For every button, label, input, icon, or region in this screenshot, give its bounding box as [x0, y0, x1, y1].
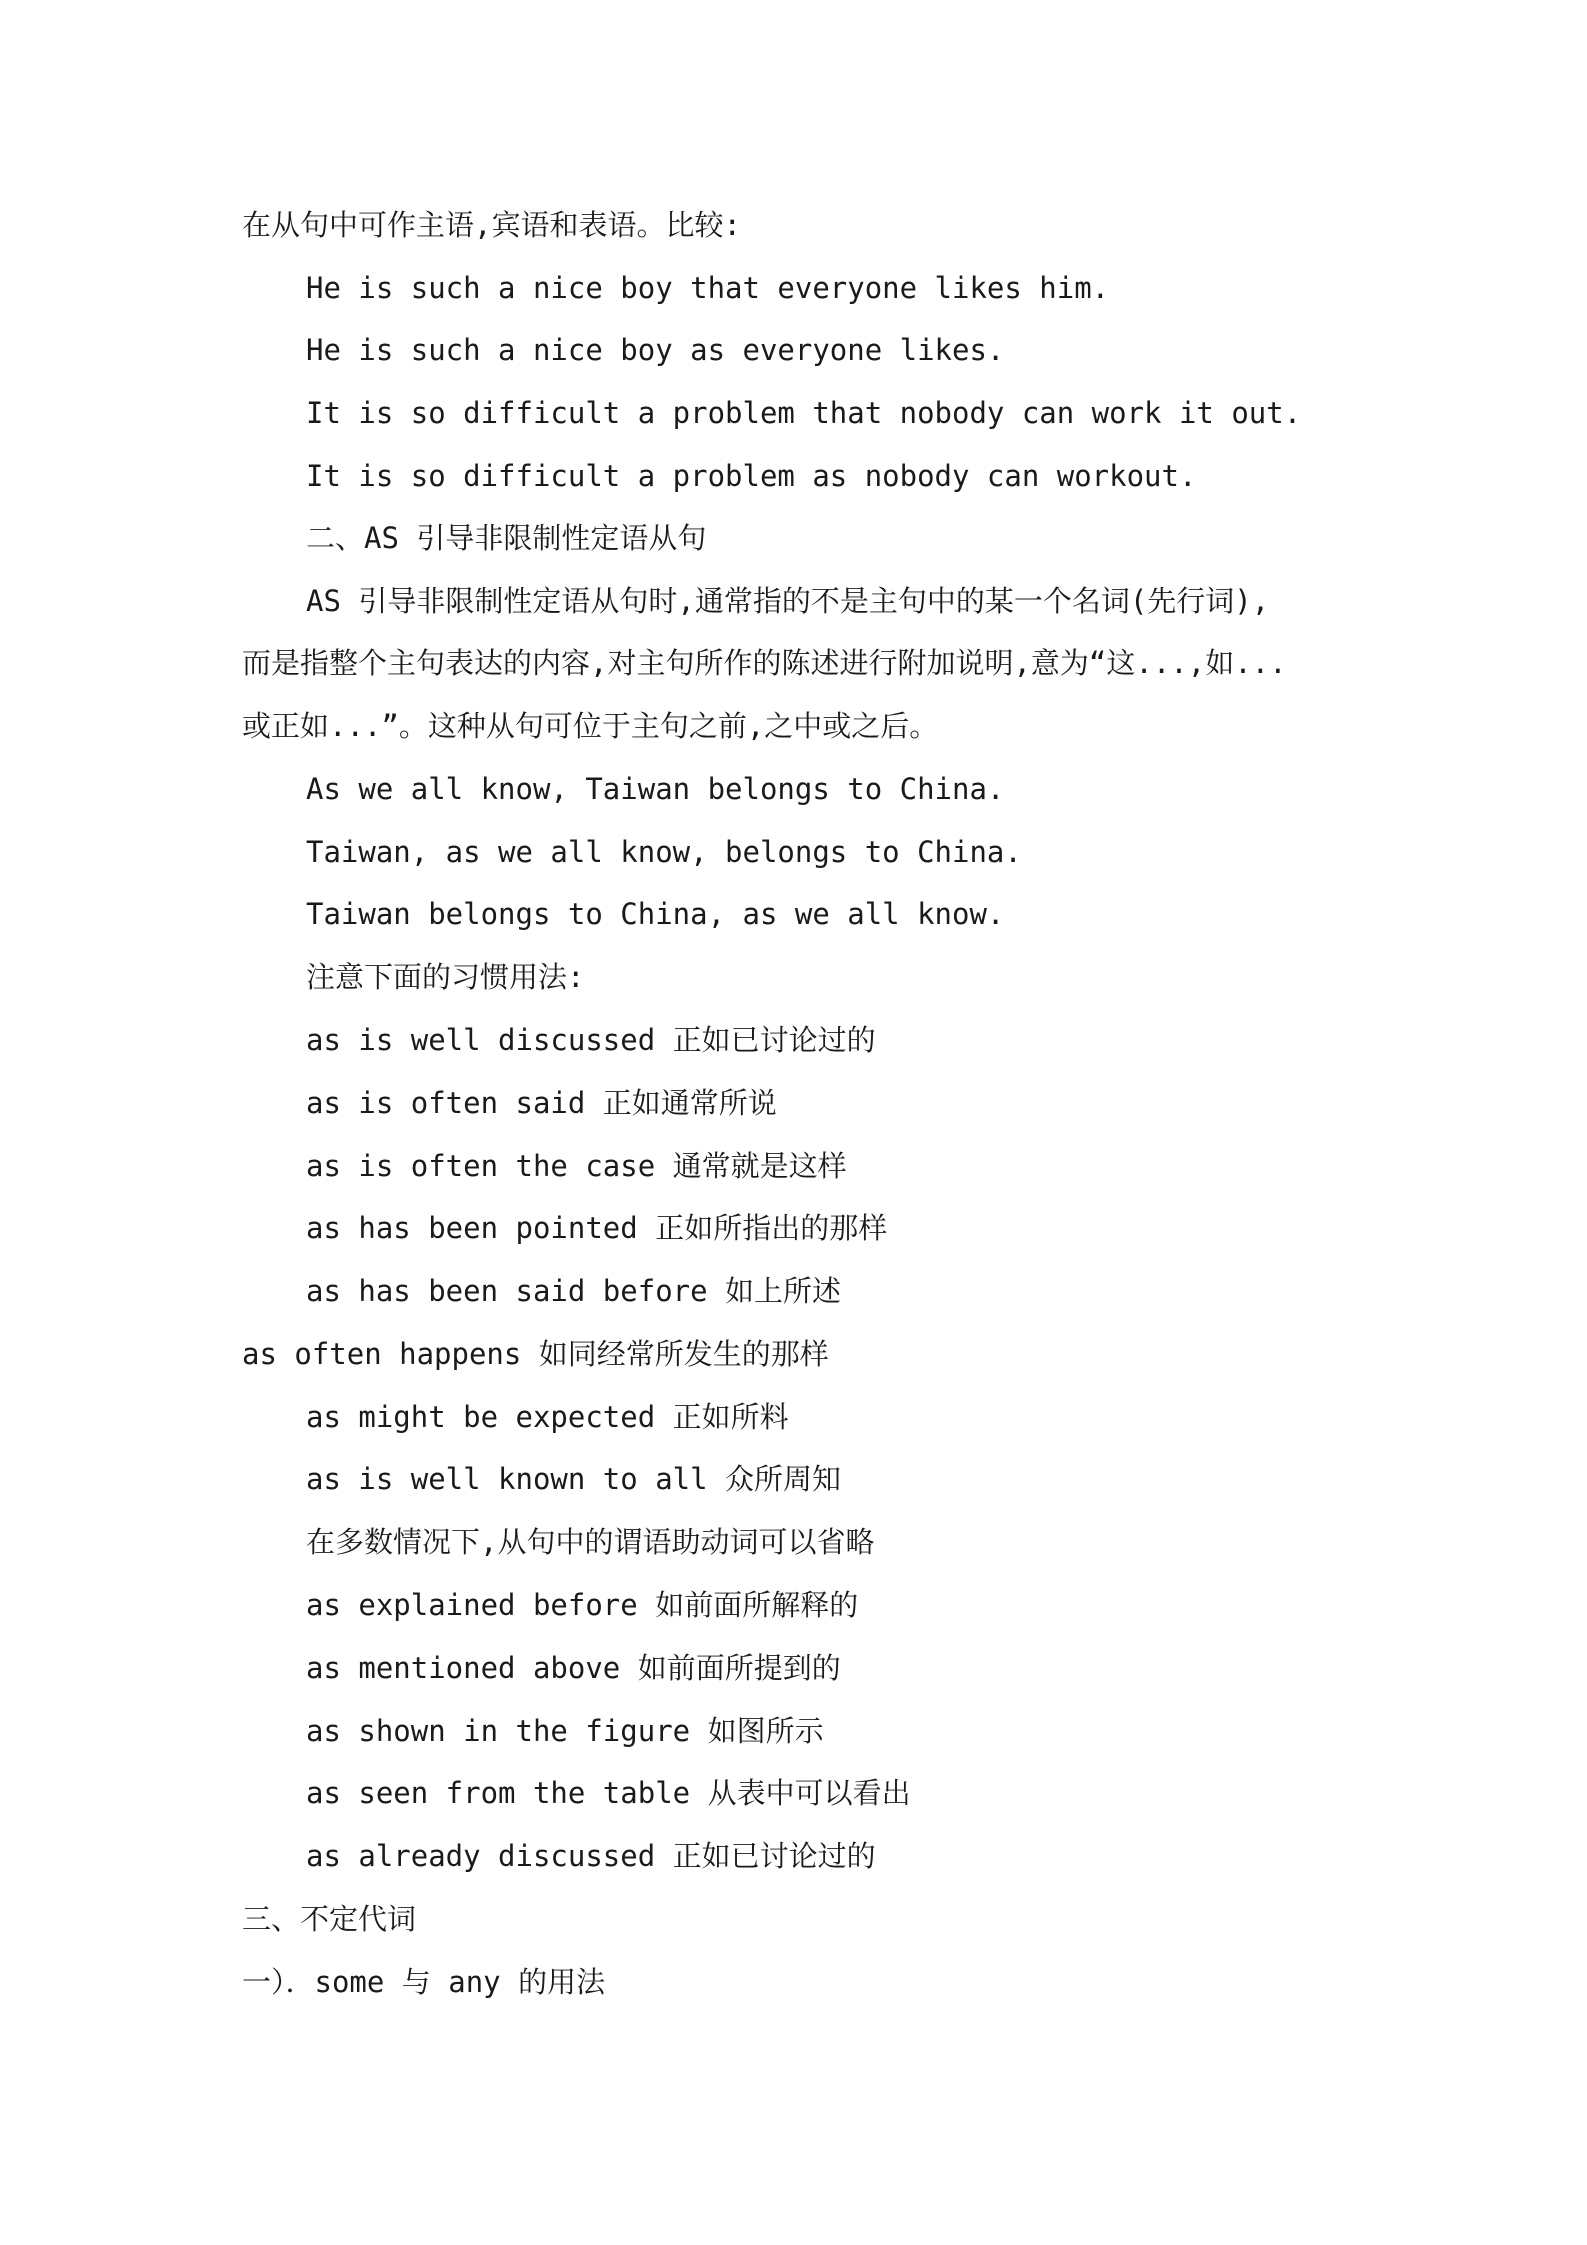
paragraph-line: 而是指整个主句表达的内容,对主句所作的陈述进行附加说明,意为“这...,如... [242, 646, 1287, 680]
example-sentence: Taiwan belongs to China, as we all know. [306, 897, 1005, 931]
section-heading: 二、AS 引导非限制性定语从句 [306, 521, 707, 555]
phrase-item: as is often the case 通常就是这样 [306, 1149, 847, 1183]
paragraph-line: AS 引导非限制性定语从句时,通常指的不是主句中的某一个名词(先行词), [306, 584, 1270, 618]
phrase-item: as is well discussed 正如已讨论过的 [306, 1023, 876, 1057]
phrase-item: as mentioned above 如前面所提到的 [306, 1651, 841, 1685]
phrase-item: as explained before 如前面所解释的 [306, 1588, 859, 1622]
text-line: 在从句中可作主语,宾语和表语。比较: [242, 208, 741, 242]
phrase-item: as has been said before 如上所述 [306, 1274, 842, 1308]
example-sentence: He is such a nice boy as everyone likes. [306, 333, 1005, 367]
example-sentence: Taiwan, as we all know, belongs to China. [306, 835, 1022, 869]
phrase-item: as already discussed 正如已讨论过的 [306, 1839, 876, 1873]
paragraph-line: 或正如...”。这种从句可位于主句之前,之中或之后。 [242, 709, 939, 743]
note-line: 在多数情况下,从句中的谓语助动词可以省略 [306, 1525, 875, 1559]
phrase-item: as seen from the table 从表中可以看出 [306, 1776, 911, 1810]
subsection-heading: 一）．some 与 any 的用法 [242, 1965, 606, 1999]
phrase-item: as shown in the figure 如图所示 [306, 1714, 824, 1748]
note-line: 注意下面的习惯用法: [306, 960, 585, 994]
example-sentence: It is so difficult a problem that nobody can work it out. [306, 396, 1302, 430]
phrase-item: as is often said 正如通常所说 [306, 1086, 777, 1120]
phrase-item: as is well known to all 众所周知 [306, 1462, 842, 1496]
phrase-item: as often happens 如同经常所发生的那样 [242, 1337, 829, 1371]
phrase-item: as might be expected 正如所料 [306, 1400, 789, 1434]
section-heading: 三、不定代词 [242, 1902, 417, 1936]
example-sentence: It is so difficult a problem as nobody can workout. [306, 459, 1197, 493]
example-sentence: He is such a nice boy that everyone likes him. [306, 271, 1110, 305]
phrase-item: as has been pointed 正如所指出的那样 [306, 1211, 888, 1245]
example-sentence: As we all know, Taiwan belongs to China. [306, 772, 1005, 806]
